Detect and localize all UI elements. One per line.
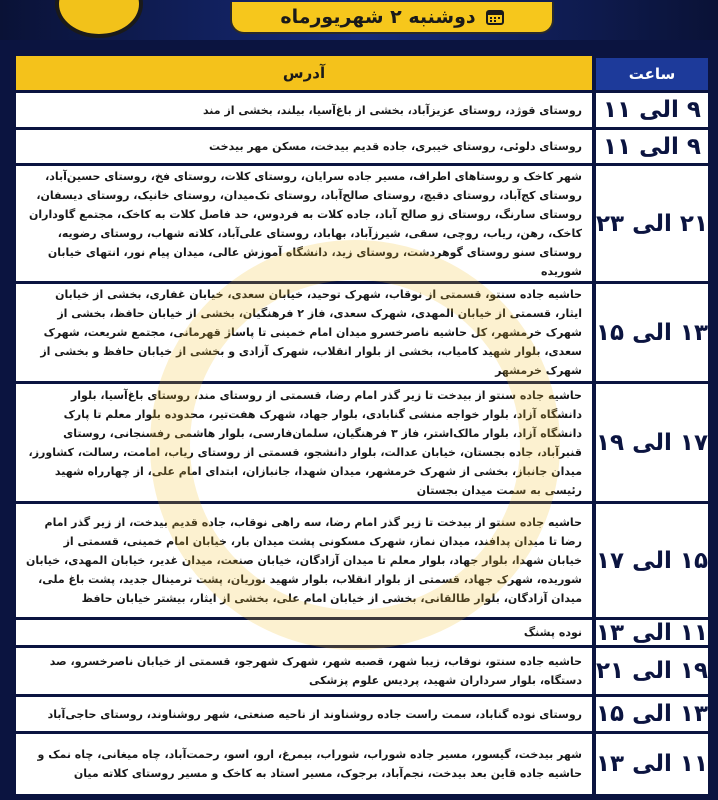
date-text: دوشنبه ۲ شهریورماه bbox=[280, 6, 476, 28]
date-banner bbox=[230, 2, 554, 34]
time-cell: ۱۹ الی ۲۱ bbox=[596, 648, 708, 694]
table-row bbox=[8, 166, 710, 281]
time-cell: ۱۱ الی ۱۳ bbox=[596, 619, 708, 646]
time-cell: ۱۷ الی ۱۹ bbox=[596, 384, 708, 501]
time-cell: ۱۱ الی ۱۳ bbox=[596, 734, 708, 794]
address-cell: حاشیه جاده سنتو از بیدخت تا زیر گذر امام رضا، قسمتی از روستای مند، روستای باغ‌آسیا، بلوار دانشگاه آزاد، بلوار خواجه منشی گنابادی، بلوار جهاد، شهرک هفت‌تیر، محدوده بلوار معلم تا پارک دانشگاه آزاد، بلوار مالک‌اشتر، فاز ۳ فرهنگیان، سلمان‌فارسی، بلوار هاشمی رفسنجانی، روستای قنبرآباد، جاده بجستان، خیابان عدالت، بلوار دانشجو، قسمتی از روستای ریاب، امامت، رسالت، کشاورز، میدان جانباز، بخشی از شهرک خرمشهر، میدان شهدا، جانبازان، ابتدای امام علی، از چهارراه شهید رئیسی به سمت میدان بجستان bbox=[16, 384, 592, 501]
table-row bbox=[8, 504, 710, 617]
address-cell: نوده پشنگ bbox=[16, 620, 592, 645]
table-row bbox=[8, 284, 710, 381]
address-cell: حاشیه جاده سنتو از بیدخت تا زیر گذر امام رضا، سه راهی نوقاب، جاده قدیم بیدخت، از زیر گذر امام رضا تا میدان پدافند، میدان نماز، شهرک مسکونی پشت میدان بار، خیابان امام خمینی، قسمتی از خیابان شهدا، بلوار جهاد، بلوار معلم تا میدان آزادگان، خیابان صنعت، میدان غدیر، خیابان المهدی، خیابان شوریده، شهرک جهاد، قسمتی از بلوار انقلاب، بلوار شهید نوریان، پشت ترمینال جدید، پشت باغ ملی، میدان آزادگان، بلوار طالقانی، بخشی از خیابان امام علی، بخشی از ایثار، بیشتر خیابان حافظ bbox=[16, 504, 592, 617]
address-cell: روستای قوژد، روستای عزیزآباد، بخشی از باغ‌آسیا، بیلند، بخشی از مند bbox=[16, 93, 592, 127]
time-cell: ۱۳ الی ۱۵ bbox=[596, 697, 708, 731]
address-cell: شهر کاخک و روستاهای اطراف، مسیر جاده سرایان، روستای کلات، روستای فخ، روستای حسین‌آباد، روستای کج‌آباد، روستای دقیچ، روستای صالح‌آباد، روستای تک‌میدان، روستای خانیک، روستای دیسفان، روستای سارنگ، روستای زو صالح آباد، جاده کلات به فردوس، حد فاصل کلات به کاخک، مجتمع گاوداران کاخک، رهن، ریاب، روچی، سقی، شیرزآباد، بهاباد، روستای علی‌آباد، کلاته شهاب، روستای رضویه، روستای سنو روستای گوهردشت، روستای زید، دانشگاه آموزش عالی، میدان پیام نور، انتهای خیابان شوریده bbox=[16, 166, 592, 281]
time-cell: ۱۳ الی ۱۵ bbox=[596, 284, 708, 381]
table-header bbox=[8, 56, 710, 90]
time-column-header: ساعت bbox=[596, 58, 708, 90]
table-row bbox=[8, 734, 710, 794]
time-cell: ۲۱ الی ۲۳ bbox=[596, 166, 708, 281]
schedule-table bbox=[8, 56, 710, 800]
address-cell: حاشیه جاده سنتو، قسمتی از نوقاب، شهرک توحید، خیابان سعدی، خیابان غفاری، بخشی از خیابان ایثار، قسمتی از خیابان المهدی، شهرک سعدی، فاز ۲ فرهنگیان، بخشی از خیابان حافظ، بخشی از شهرک خرمشهر، کل حاشیه ناصرخسرو میدان امام خمینی تا پاساژ قهرمانی، مجتمع شریعت، شهرک سعدی، بلوار شهید کامیاب، بخشی از بلوار انقلاب، شهرک آزادی و بخشی از خیابان حافظ و بخشی از شهرک خرمشهر bbox=[16, 284, 592, 381]
time-cell: ۹ الی ۱۱ bbox=[596, 130, 708, 163]
address-cell: حاشیه جاده سنتو، نوقاب، زیبا شهر، قصبه شهر، شهرک شهرجو، قسمتی از خیابان ناصرخسرو، صد دستگاه، بلوار سرداران شهید، پردیس علوم پزشکی bbox=[16, 648, 592, 694]
time-cell: ۱۵ الی ۱۷ bbox=[596, 504, 708, 617]
address-cell: روستای دلوئی، روستای خیبری، جاده قدیم بیدخت، مسکن مهر بیدخت bbox=[16, 130, 592, 163]
table-row bbox=[8, 697, 710, 731]
time-cell: ۹ الی ۱۱ bbox=[596, 93, 708, 127]
address-cell: روستای نوده گناباد، سمت راست جاده روشناوند از ناحیه صنعتی، شهر روشناوند، روستای حاجی‌آباد bbox=[16, 697, 592, 731]
address-column-header: آدرس bbox=[16, 56, 592, 90]
calendar-icon bbox=[486, 9, 504, 25]
address-cell: شهر بیدخت، گیسور، مسیر جاده شوراب، شوراب، بیمرغ، ارو، اسو، رحمت‌آباد، چاه میغانی، چاه نمک و حاشیه جاده قاین بعد بیدخت، نجم‌آباد، برجوک، مسیر استاد به کاخک و مسیر روستای کلاته میان bbox=[16, 734, 592, 794]
table-row bbox=[8, 648, 710, 694]
table-row bbox=[8, 130, 710, 163]
table-row bbox=[8, 93, 710, 127]
table-row bbox=[8, 620, 710, 645]
table-row bbox=[8, 384, 710, 501]
